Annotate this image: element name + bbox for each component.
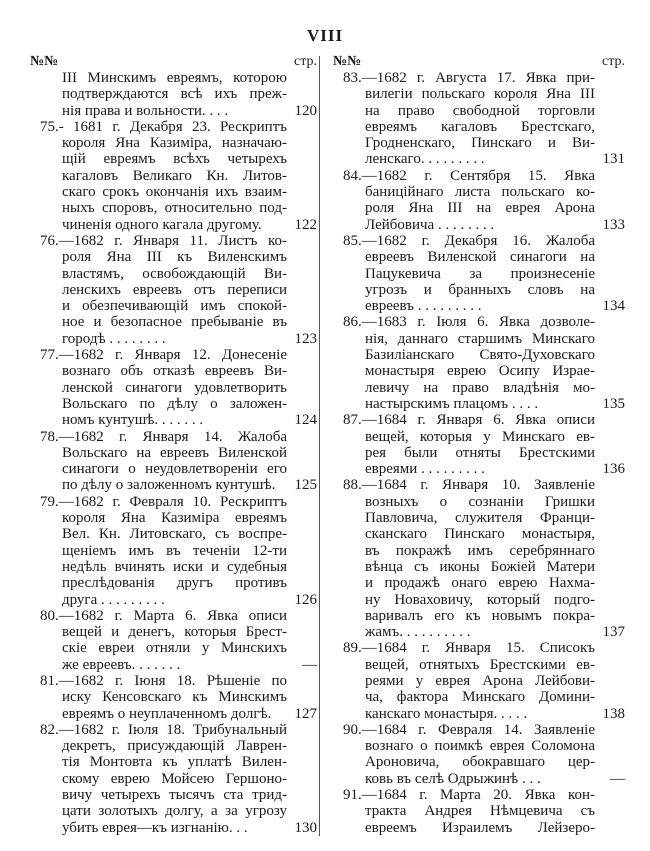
entry-line: 82.—1682 г. Іюля 18. Трибунальный bbox=[40, 721, 287, 738]
entry-line: Вольскаго на евреевъ Виленской bbox=[62, 444, 287, 461]
entry-line: реями у еврея Арона Лейбови- bbox=[365, 672, 595, 689]
entry-line: скаго срокъ окончанія ихъ взаим- bbox=[62, 184, 287, 201]
toc-entry bbox=[333, 722, 625, 787]
toc-entry bbox=[30, 673, 317, 722]
entry-page-number: 125 bbox=[294, 477, 317, 494]
entry-line: въ покражѣ имъ серебряннаго bbox=[365, 542, 595, 559]
entry-line: 86.—1683 г. Іюля 6. Явка дозволе- bbox=[343, 314, 595, 331]
column-header bbox=[333, 54, 625, 70]
toc-entries bbox=[333, 70, 625, 836]
entry-line: Базиліанскаго Свято-Духовскаго bbox=[365, 347, 595, 364]
entry-line: 79.—1682 г. Февраля 10. Рескриптъ bbox=[40, 493, 287, 510]
entry-line: убить еврея—къ изгнанію. . . bbox=[62, 819, 248, 836]
entry-line: вознаго объ отказѣ евреевъ Ви- bbox=[62, 363, 287, 380]
entry-page-number: 131 bbox=[602, 151, 625, 168]
entry-page-number: 137 bbox=[602, 624, 625, 641]
entry-page-number: 120 bbox=[294, 102, 317, 119]
entry-line: Пацукевича за произнесеніе bbox=[365, 265, 595, 282]
entry-line: ну Новаховичу, который подго- bbox=[365, 591, 595, 608]
toc-entry bbox=[333, 314, 625, 412]
entry-line: ленскихъ евреевъ отъ переписи bbox=[62, 281, 287, 298]
entry-line: тія Монтовта къ уплатѣ Вилен- bbox=[62, 754, 287, 771]
toc-entry bbox=[30, 494, 317, 608]
toc-entry bbox=[30, 70, 317, 119]
entry-line: ное и безопасное пребываніе въ bbox=[62, 314, 287, 331]
entry-line: вещей, отнятыхъ Брестскими ев- bbox=[365, 656, 595, 673]
toc-entry bbox=[30, 608, 317, 673]
entry-line: 80.—1682 г. Марта 6. Явка описи bbox=[40, 607, 287, 624]
toc-entry bbox=[30, 722, 317, 836]
entry-line: на право свободной торговли bbox=[365, 102, 595, 119]
entry-line: евреевъ Виленской синагоги на bbox=[365, 249, 595, 266]
entry-line: вѣнца съ иконы Божіей Матери bbox=[365, 558, 595, 575]
entry-line: и продажѣ онаго еврею Нахма- bbox=[365, 575, 595, 592]
entry-line: евреевъ . . . . . . . . . bbox=[365, 298, 482, 315]
entry-line: Лейбовича . . . . . . . . bbox=[365, 216, 495, 233]
entry-line: 77.—1682 г. Января 12. Донесеніе bbox=[40, 347, 287, 364]
entry-line: 76.—1682 г. Января 11. Листъ ко- bbox=[40, 232, 287, 249]
entry-line: ковь въ селѣ Одрыжинѣ . . . bbox=[365, 770, 541, 787]
entry-line: вичу четырехъ тысячъ ста трид- bbox=[62, 787, 287, 804]
entry-line: друга . . . . . . . . . bbox=[62, 591, 165, 608]
entry-line: угрозъ и бранныхъ словъ на bbox=[365, 281, 595, 298]
entry-line: тракта Андрея Нѣмцевича съ bbox=[365, 803, 595, 820]
entry-line: властямъ, освобождающій Ви- bbox=[62, 265, 287, 282]
entry-line: скому еврею Мойсею Гершоно- bbox=[62, 770, 287, 787]
toc-entry bbox=[333, 233, 625, 314]
entry-page-number: 130 bbox=[294, 819, 317, 836]
toc-entry bbox=[333, 168, 625, 233]
entry-line: кагаловъ Великаго Кн. Литов- bbox=[62, 167, 287, 184]
entry-page-number: 135 bbox=[602, 395, 625, 412]
entry-line: Гродненскаго, Пинскаго и Ви- bbox=[365, 135, 595, 152]
entry-line: ленскаго. . . . . . . . . bbox=[365, 151, 485, 168]
entry-line: 84.—1682 г. Сентября 15. Явка bbox=[343, 167, 595, 184]
entry-line: нія, даннаго старшимъ Минскаго bbox=[365, 330, 595, 347]
toc-entry bbox=[30, 233, 317, 347]
entry-line: Павловича, служителя Франци- bbox=[365, 510, 595, 527]
entry-line: вещей, которыя у Минскаго ев- bbox=[365, 428, 595, 445]
entry-line: рея были отняты Брестскими bbox=[365, 444, 595, 461]
entry-line: чиненія одного кагала другому. bbox=[62, 216, 262, 233]
entry-line: роля Яна III къ Виленскимъ bbox=[62, 249, 287, 266]
entry-line: 78.—1682 г. Января 14. Жалоба bbox=[40, 428, 287, 445]
entry-line: евреямъ кагаловъ Брестскаго, bbox=[365, 118, 595, 135]
entry-line: короля Яна Казиміра, назначаю- bbox=[62, 135, 287, 152]
entry-line: возныхъ о сознаніи Гришки bbox=[365, 493, 595, 510]
entry-line: короля Яна Казиміра евреямъ bbox=[62, 510, 287, 527]
entry-line: декретъ, присуждающій Лаврен- bbox=[62, 738, 287, 755]
entry-line: щій евреямъ всѣхъ четырехъ bbox=[62, 151, 287, 168]
entry-line: щеніемъ имъ въ теченіи 12-ти bbox=[62, 542, 287, 559]
entry-line: ча, фактора Минскаго Домини- bbox=[365, 689, 595, 706]
entry-line: скіе евреи отняли у Минскихъ bbox=[62, 640, 287, 657]
right-column bbox=[333, 54, 625, 836]
entry-line: Ароновича, обокравшаго цер- bbox=[365, 754, 595, 771]
entry-line: 83.—1682 г. Августа 17. Явка при- bbox=[343, 70, 595, 86]
entry-page-number: 136 bbox=[602, 461, 625, 478]
column-header bbox=[30, 54, 317, 70]
entry-page-number: — bbox=[302, 656, 317, 673]
entry-page-number: 126 bbox=[294, 591, 317, 608]
entry-line: по дѣлу о заложенномъ кунтушѣ. bbox=[62, 477, 276, 494]
entry-line: нія права и вольности. . . . bbox=[62, 102, 229, 119]
toc-entry bbox=[333, 787, 625, 836]
toc-entry bbox=[30, 429, 317, 494]
entry-page-number: 124 bbox=[294, 412, 317, 429]
entry-page-number: 133 bbox=[602, 216, 625, 233]
entry-line: 75.- 1681 г. Декабря 23. Рескриптъ bbox=[40, 118, 287, 135]
entry-line: 81.—1682 г. Іюня 18. Рѣшеніе по bbox=[40, 672, 287, 689]
entry-page-number: 123 bbox=[294, 330, 317, 347]
entry-line: преслѣдованія другъ противъ bbox=[62, 575, 287, 592]
entry-line: Вольскаго по дѣлу о заложен- bbox=[62, 395, 287, 412]
entry-line: 88.—1684 г. Января 10. Заявленіе bbox=[343, 477, 595, 494]
page-number: VIII bbox=[306, 26, 344, 45]
entry-line: варивалъ его къ новымъ покра- bbox=[365, 607, 595, 624]
entry-line: 91.—1684 г. Марта 20. Явка кон- bbox=[343, 787, 595, 804]
entry-line: ныхъ споровъ, относительно под- bbox=[62, 200, 287, 217]
toc-entry bbox=[333, 477, 625, 640]
entry-page-number: 138 bbox=[602, 705, 625, 722]
entry-line: настырскимъ плацомъ . . . . bbox=[365, 395, 539, 412]
entry-page-number: 127 bbox=[294, 705, 317, 722]
entry-line: Вел. Кн. Литовскаго, съ воспре- bbox=[62, 526, 287, 543]
entry-line: ленской синагоги удовлетворить bbox=[62, 379, 287, 396]
entry-line: III Минскимъ евреямъ, которою bbox=[62, 70, 287, 86]
entry-line: 90.—1684 г. Февраля 14. Заявленіе bbox=[343, 721, 595, 738]
toc-entry bbox=[333, 412, 625, 477]
entry-page-number: 134 bbox=[602, 298, 625, 315]
toc-entry bbox=[30, 347, 317, 428]
entry-line: евреями . . . . . . . . . bbox=[365, 461, 485, 478]
toc-entry bbox=[333, 70, 625, 168]
entry-line: подтверждаются всѣ ихъ преж- bbox=[62, 86, 287, 103]
entry-line: канскаго монастыря. . . . . bbox=[365, 705, 528, 722]
toc-entry bbox=[333, 640, 625, 721]
toc-entries bbox=[30, 70, 317, 836]
column-divider bbox=[319, 56, 320, 836]
entry-line: евреямъ о неуплаченномъ долгѣ. bbox=[62, 705, 272, 722]
entry-line: 89.—1684 г. Января 15. Списокъ bbox=[343, 640, 595, 657]
entry-page-number: — bbox=[610, 770, 625, 787]
number-header: №№ bbox=[333, 54, 362, 69]
entry-line: вознаго о поимкѣ еврея Соломона bbox=[365, 738, 595, 755]
entry-line: номъ кунтушѣ. . . . . . . bbox=[62, 412, 204, 429]
entry-line: роля Яна III на еврея Арона bbox=[365, 200, 595, 217]
number-header: №№ bbox=[30, 54, 59, 69]
toc-entry bbox=[30, 119, 317, 233]
entry-line: 87.—1684 г. Января 6. Явка описи bbox=[343, 412, 595, 429]
entry-line: недѣль вчинять иски и судебныя bbox=[62, 558, 287, 575]
entry-line: жамъ. . . . . . . . . . bbox=[365, 624, 471, 641]
entry-line: левичу на право владѣнія мо- bbox=[365, 379, 595, 396]
entry-line: евреемъ Израилемъ Лейзеро- bbox=[365, 819, 595, 836]
page-header: стр. bbox=[601, 54, 625, 69]
entry-line: вилегіи польскаго короля Яна III bbox=[365, 86, 595, 103]
entry-line: монастыря еврею Осипу Израе- bbox=[365, 363, 595, 380]
entry-line: 85.—1682 г. Декабря 16. Жалоба bbox=[343, 232, 595, 249]
entry-line: же евреевъ. . . . . . . bbox=[62, 656, 181, 673]
entry-line: городѣ . . . . . . . . bbox=[62, 330, 166, 347]
entry-line: синагоги о неудовлетвореніи его bbox=[62, 461, 287, 478]
entry-line: сканскаго Пинскаго монастыря, bbox=[365, 526, 595, 543]
entry-line: иску Кенсовскаго къ Минскимъ bbox=[62, 689, 287, 706]
entry-line: и обезпечивающій имъ спокой- bbox=[62, 298, 287, 315]
entry-line: цати золотыхъ долгу, а за угрозу bbox=[62, 803, 287, 820]
entry-line: вещей и денегъ, которыя Брест- bbox=[62, 624, 287, 641]
left-column bbox=[30, 54, 317, 836]
entry-page-number: 122 bbox=[294, 216, 317, 233]
page-header: стр. bbox=[293, 54, 317, 69]
entry-line: баниційнаго листа польскаго ко- bbox=[365, 184, 595, 201]
